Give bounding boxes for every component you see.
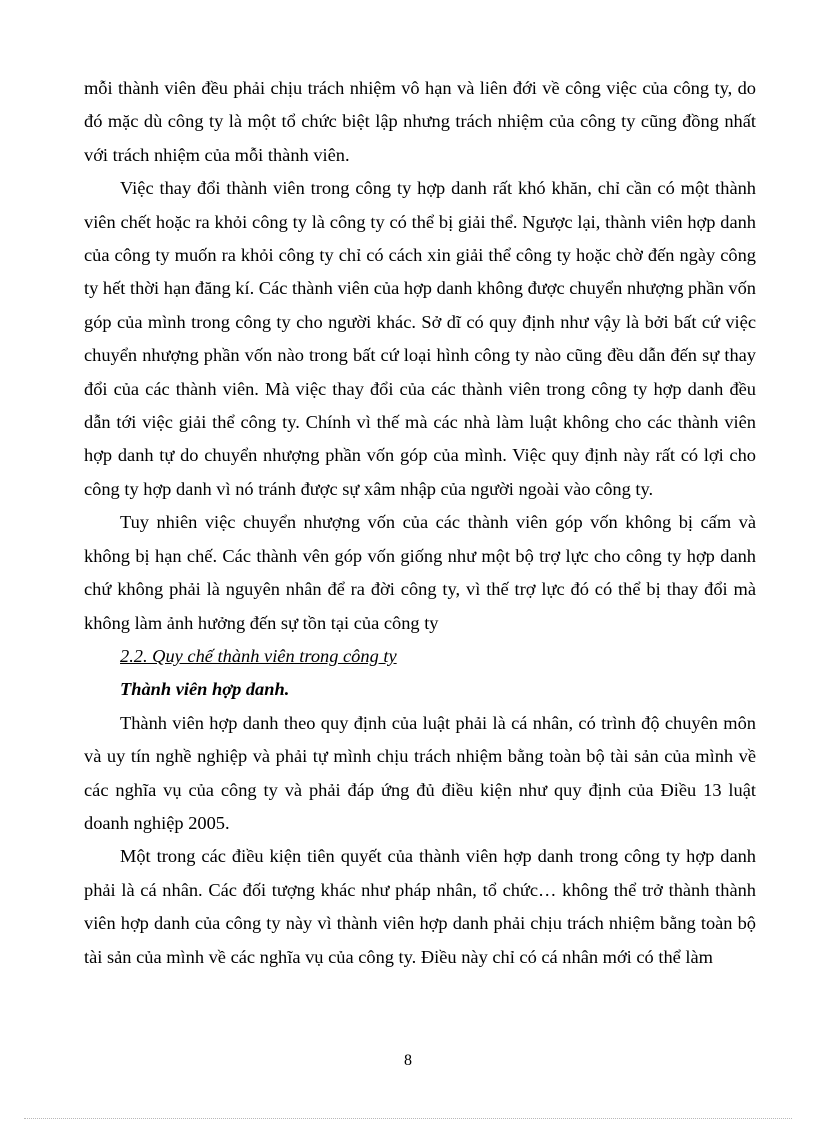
body-text <box>84 72 756 974</box>
paragraph: Tuy nhiên việc chuyển nhượng vốn của các thành viên góp vốn không bị cấm và không bị hạn chế. Các thành vên góp vốn giống như một bộ trợ lực cho công ty hợp danh chứ không phải là nguyên nhân để ra đời công ty, vì thế trợ lực đó có thể bị thay đổi mà không làm ảnh hưởng đến sự tồn tại của công ty <box>84 512 756 633</box>
paragraph: Thành viên hợp danh theo quy định của luật phải là cá nhân, có trình độ chuyên môn và uy tín nghề nghiệp và phải tự mình chịu trách nhiệm bằng toàn bộ tài sản của mình về các nghĩa vụ của công ty và phải đáp ứng đủ điều kiện như quy định của Điều 13 luật doanh nghiệp 2005. <box>84 712 756 833</box>
section-heading: 2.2. Quy chế thành viên trong công ty <box>120 645 397 666</box>
paragraph-continuation: mỗi thành viên đều phải chịu trách nhiệm vô hạn và liên đới về công việc của công ty, do đó mặc dù công ty là một tổ chức biệt lập nhưng trách nhiệm của công ty cũng đồng nhất với trách nhiệm của mỗi thành viên. <box>84 78 756 165</box>
subheading: Thành viên hợp danh. <box>120 679 290 700</box>
page-bottom-divider <box>24 1118 792 1119</box>
paragraph: Việc thay đổi thành viên trong công ty hợp danh rất khó khăn, chỉ cần có một thành viên chết hoặc ra khỏi công ty là công ty có thể bị giải thể. Ngược lại, thành viên hợp danh của công ty muốn ra khỏi công ty chỉ có cách xin giải thể công ty hoặc chờ đến ngày công ty hết thời hạn đăng kí. Các thành viên của hợp danh không được chuyển nhượng phần vốn góp của mình trong công ty cho người khác. Sở dĩ có quy định như vậy là bởi bất cứ việc chuyển nhượng phần vốn nào trong bất cứ loại hình công ty nào cũng đều dẫn đến sự thay đổi của các thành viên. Mà việc thay đổi của các thành viên trong công ty hợp danh đều dẫn tới việc giải thể công ty. Chính vì thế mà các nhà làm luật không cho các thành viên hợp danh tự do chuyển nhượng phần vốn góp của mình. Việc quy định này rất có lợi cho công ty hợp danh vì nó tránh được sự xâm nhập của người ngoài vào công ty. <box>84 178 756 499</box>
paragraph: Một trong các điều kiện tiên quyết của thành viên hợp danh trong công ty hợp danh phải là cá nhân. Các đối tượng khác như pháp nhân, tổ chức… không thể trở thành thành viên hợp danh của công ty này vì thành viên hợp danh phải chịu trách nhiệm bằng toàn bộ tài sản của mình về các nghĩa vụ của công ty. Điều này chỉ có cá nhân mới có thể làm <box>84 846 756 967</box>
page-number: 8 <box>404 1052 412 1069</box>
